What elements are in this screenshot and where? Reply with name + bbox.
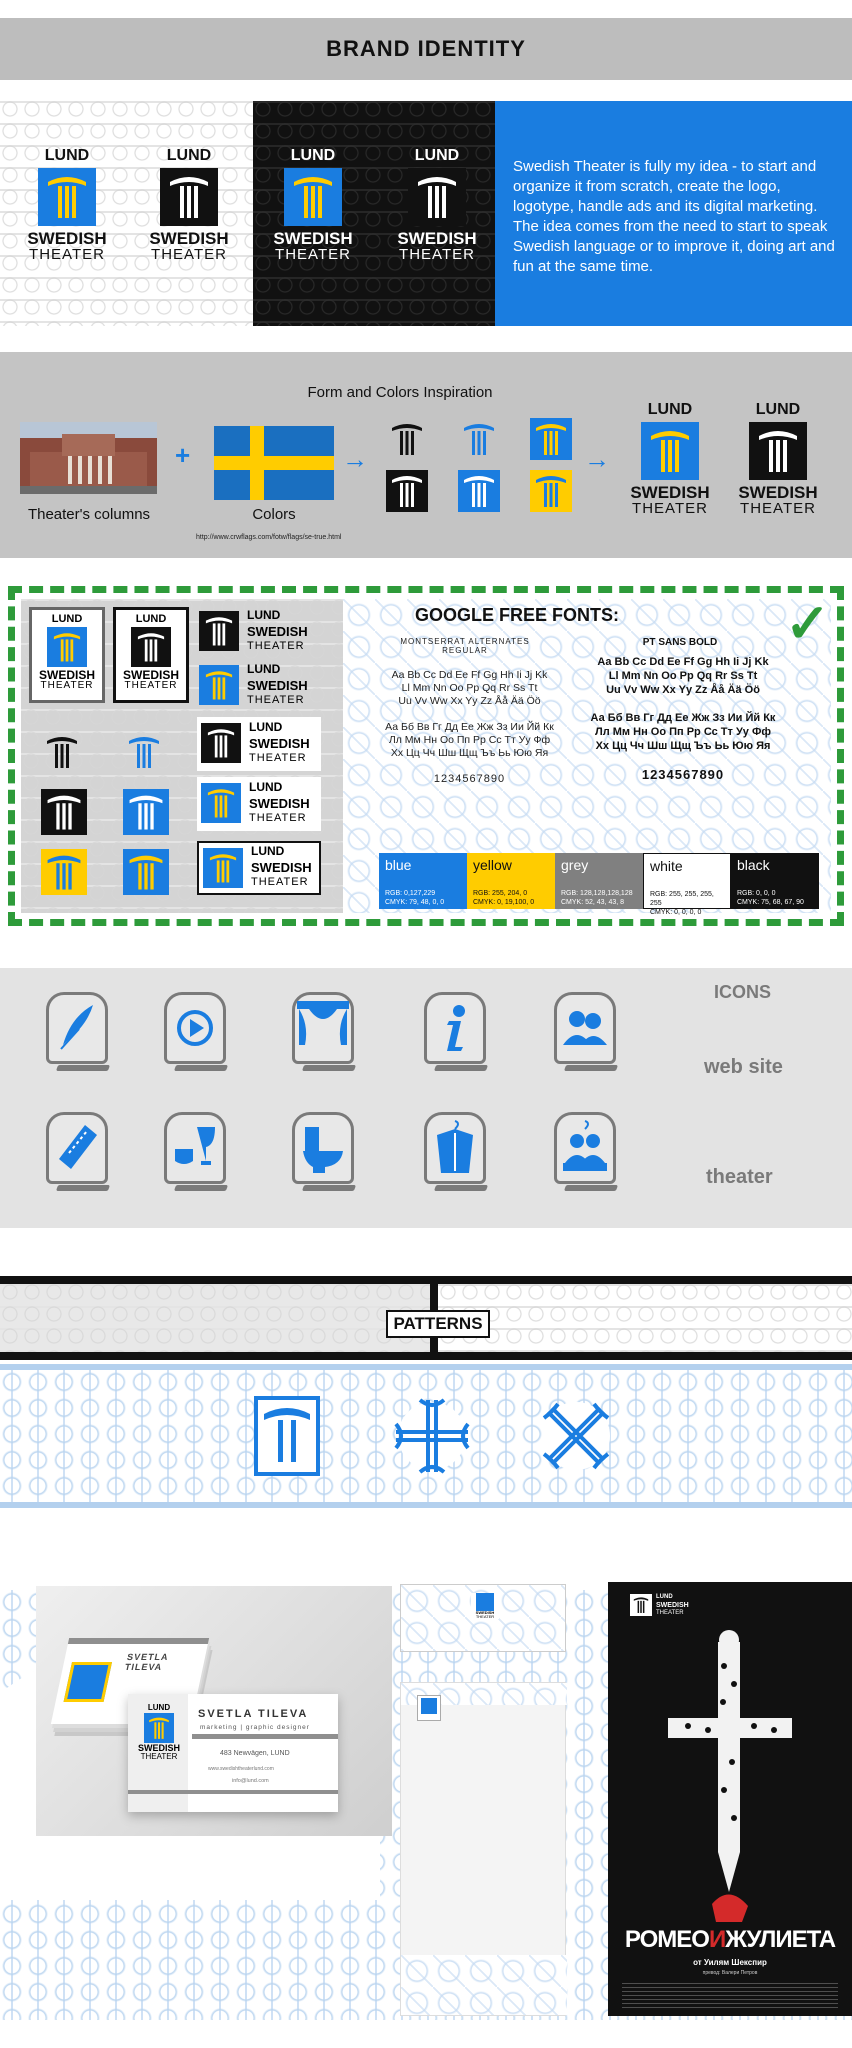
card-back-name: SVETLA TILEVA (123, 1652, 170, 1672)
logo-top-word: LUND (251, 844, 285, 858)
column-icon-yellow-on-blue (123, 849, 169, 895)
column-icon-blue-outline (458, 418, 500, 460)
logo-main-word: SWEDISH (137, 1743, 180, 1753)
icons-title: ICONS (714, 982, 772, 1002)
envelope (400, 1584, 566, 1652)
logo-main-word: SWEDISH (397, 229, 477, 248)
fonts-frame (8, 586, 844, 926)
card-role: marketing | graphic designer (200, 1724, 310, 1731)
font2-cyrillic: Аа Бб Вв Гг Дд Ее Жж Зз Ии Йй Кк Лл Мм Нн Оо Пп Рр Сс Тт Уу Фф Хх Цц Чч Шш Щщ Ъъ Ьь Юю Яя (590, 712, 776, 752)
card-logo (134, 1704, 184, 1761)
letterhead-mockup (398, 1584, 568, 2016)
icons-row2-label: theater (706, 1166, 773, 1188)
patterns-label-box (386, 1310, 490, 1338)
swatch-black (731, 853, 819, 909)
logo-sub-word: THEATER (251, 876, 309, 888)
column-icon-black-outline (41, 731, 83, 773)
column-mark-blue (421, 1698, 437, 1714)
column-icon-black-outline (386, 418, 428, 460)
ticket-icon[interactable] (46, 1112, 108, 1184)
reception-icon[interactable] (554, 1112, 616, 1184)
page-title: BRAND IDENTITY (326, 36, 526, 61)
letter-logo (417, 1695, 441, 1721)
logo-sub-word: THEATER (29, 246, 105, 263)
logo-sub-word: THEATER (249, 812, 307, 824)
logo-top-word: LUND (249, 780, 283, 794)
swedish-flag (214, 426, 334, 500)
logo-sub-word: THEATER (632, 500, 708, 517)
logo-main-word: SWEDISH (38, 668, 95, 682)
poster-credits: превод: Валери Петров (702, 1970, 758, 1976)
arrow-icon: → (584, 444, 610, 474)
column-mark-blue (284, 168, 342, 226)
horizontal-logo-black (199, 607, 319, 655)
toilet-icon[interactable] (292, 1112, 354, 1184)
source-url[interactable]: http://www.crwflags.com/fotw/flags/se-true.html (196, 534, 342, 541)
framed-logo-black (113, 607, 189, 703)
logo-main-word: SWEDISH (249, 796, 310, 811)
logo-blue-light (26, 148, 108, 262)
horizontal-logo-blue-boxed (197, 777, 321, 831)
play-icon[interactable] (164, 992, 226, 1064)
logo-top-word: LUND (249, 720, 283, 734)
column-icon-white-on-blue (123, 789, 169, 835)
x-pattern-tile (534, 1394, 618, 1478)
wardrobe-icon[interactable] (424, 1112, 486, 1184)
swatch-name: white (650, 858, 683, 874)
logo-main-word: SWEDISH (738, 483, 818, 502)
columns-label: Theater's columns (27, 506, 151, 523)
poster-title-right: ЖУЛИЕТА (725, 1926, 836, 1953)
color-palette (379, 853, 819, 917)
swatch-name: black (737, 857, 770, 873)
card-email[interactable]: info@lund.com (232, 1778, 269, 1784)
intro-text: Swedish Theater is fully my idea - to start and organize it from scratch, create the logo, logotype, handle ads and its digital marketing. The idea comes from the need to start to speak Swedish language or to improve it, doing art and fun at the same time. (513, 158, 835, 275)
logo-top-word: LUND (51, 613, 83, 625)
poster-logo (630, 1594, 730, 1622)
logo-main-word: SWEDISH (247, 678, 308, 693)
logo-white-dark (396, 148, 478, 262)
poster-author: от Уилям Шекспир (693, 1958, 767, 1967)
logo-top-word: LUND (647, 401, 693, 418)
colors-label: Colors (252, 506, 296, 523)
logo-main-word: SWEDISH (273, 229, 353, 248)
logo-sub-word: THEATER (124, 680, 178, 691)
logo-sub-word: THEATER (740, 500, 816, 517)
inspiration-panel (0, 352, 852, 558)
logo-top-word: LUND (135, 613, 167, 625)
column-mark-blue (144, 1713, 174, 1743)
logo-sub-word: THEATER (475, 1614, 495, 1619)
poster-title-left: РОМЕО (624, 1926, 709, 1953)
arrow-icon: → (342, 444, 368, 474)
final-logo-black (738, 402, 818, 516)
column-mark-blue (47, 627, 87, 667)
logo-sub-word: THEATER (151, 246, 227, 263)
intro-panel (495, 101, 852, 326)
logo-top-word: LUND (290, 147, 336, 164)
logo-sub-word: THEATER (399, 246, 475, 263)
logo-sub-word: THEATER (656, 1610, 684, 1616)
header-bar (0, 18, 852, 80)
column-icon-blue-outline (123, 731, 165, 773)
column-icon-white-on-black (41, 789, 87, 835)
logo-sub-word: THEATER (275, 246, 351, 263)
inspiration-title: Form and Colors Inspiration (307, 384, 493, 401)
column-mark-black (408, 168, 466, 226)
font2-latin: Aa Bb Cc Dd Ee Ff Gg Hh Ii Jj Kk Ll Mm Nn Oo Pp Qq Rr Ss Tt Uu Vv Ww Xx Yy Zz Åå Ää Öö (597, 656, 769, 696)
cross-pattern-tile (390, 1394, 474, 1478)
swatch-grey (555, 853, 643, 909)
logo-top-word: LUND (656, 1594, 673, 1600)
logo-top-word: LUND (44, 147, 90, 164)
logo-main-word: SWEDISH (27, 229, 107, 248)
column-icon-blue-on-yellow (530, 470, 572, 512)
logo-main-word: SWEDISH (251, 860, 312, 875)
logo-top-word: LUND (147, 1703, 171, 1712)
column-mark-black (749, 422, 807, 480)
column-pattern-tile (254, 1396, 320, 1476)
logo-top-word: LUND (755, 401, 801, 418)
swatch-values: RGB: 128,128,128,128 CMYK: 52, 43, 43, 8 (561, 890, 633, 907)
swatch-values: RGB: 255, 255, 255, 255 CMYK: 0, 0, 0, 0 (650, 891, 714, 917)
logo-main-word: SWEDISH (656, 1602, 689, 1609)
card-website[interactable]: www.swedishtheaterlund.com (208, 1766, 274, 1772)
column-icon-blue-on-yellow (41, 849, 87, 895)
logo-main-word: SWEDISH (149, 229, 229, 248)
column-mark-black (131, 627, 171, 667)
swatch-name: blue (385, 857, 412, 873)
final-logo-blue (630, 402, 710, 516)
logo-main-word: SWEDISH (475, 1610, 495, 1615)
patterns-title: PATTERNS (393, 1314, 483, 1333)
icons-row1-label: web site (704, 1056, 783, 1078)
swatch-yellow (467, 853, 555, 909)
envelope-logo (471, 1593, 499, 1619)
font1-numbers: 1234567890 (433, 773, 506, 785)
logo-main-word: SWEDISH (247, 624, 308, 639)
card-name: SVETLA TILEVA (198, 1708, 309, 1720)
font2-name: PT SANS BOLD (642, 637, 718, 648)
font1-cyrillic: Аа Бб Вв Гг Дд Ее Жж Зз Ии Йй Кк Лл Мм Нн Оо Пп Рр Сс Тт Уу Фф Хх Цц Чч Шш Щщ Ъъ Ьь Юю Яя (385, 721, 554, 759)
column-mark-black (160, 168, 218, 226)
theater-photo (20, 422, 157, 494)
logo-sub-word: THEATER (140, 1752, 178, 1761)
horizontal-logo-blue (199, 661, 319, 709)
logo-top-word: LUND (166, 147, 212, 164)
logo-sub-word: THEATER (249, 752, 307, 764)
patterns-section (0, 1276, 852, 1508)
font1-latin: Aa Bb Cc Dd Ee Ff Gg Hh Ii Jj Kk Ll Mm Nn Oo Pp Qq Rr Ss Tt Uu Vv Ww Xx Yy Zz Åå Ää Öö (391, 669, 548, 707)
column-mark-blue (38, 168, 96, 226)
logo-top-word: LUND (414, 147, 460, 164)
business-card-front (128, 1694, 338, 1812)
framed-logo-blue (29, 607, 105, 703)
horizontal-logo-black-boxed (197, 717, 321, 771)
people-icon[interactable] (554, 992, 616, 1064)
poster-sword-illustration (608, 1622, 852, 1952)
column-icon-yellow-on-blue (530, 418, 572, 460)
business-card-mockup (36, 1586, 392, 1836)
logo-black-light (148, 148, 230, 262)
logo-sub-word: THEATER (247, 694, 305, 706)
poster-title (608, 1926, 852, 1954)
column-icon-white-on-blue (458, 470, 500, 512)
fonts-title: GOOGLE FREE FONTS: (415, 605, 620, 625)
cafe-icon[interactable] (164, 1112, 226, 1184)
quill-icon[interactable] (46, 992, 108, 1064)
letter-paper (400, 1682, 566, 2016)
info-icon[interactable] (424, 992, 486, 1064)
poster-title-mid: И (708, 1926, 726, 1953)
poster-fine-print (622, 1980, 838, 2010)
curtain-icon[interactable] (292, 992, 354, 1064)
card-address: 483 Newvägen, LUND (220, 1750, 290, 1757)
column-icon-white-on-black (386, 470, 428, 512)
logo-blue-dark (272, 148, 354, 262)
horizontal-logo-blue-framed (197, 841, 321, 895)
icons-panel (0, 968, 852, 1228)
patterns-blue-band (0, 1364, 852, 1508)
poster-mockup (608, 1582, 852, 2016)
swatch-name: yellow (473, 857, 512, 873)
swatch-name: grey (561, 857, 589, 873)
swatch-values: RGB: 0,127,229 CMYK: 79, 48, 0, 0 (385, 890, 445, 907)
font2-numbers: 1234567890 (641, 767, 725, 782)
swatch-values: RGB: 255, 204, 0 CMYK: 0, 19,100, 0 (473, 890, 535, 907)
column-mark-blue (476, 1593, 494, 1611)
logo-sub-word: THEATER (247, 640, 305, 652)
plus-sign: + (175, 440, 191, 470)
swatch-white (643, 853, 731, 917)
logo-top-word: LUND (247, 662, 281, 676)
swatch-blue (379, 853, 467, 909)
logo-main-word: SWEDISH (122, 668, 179, 682)
column-mark-blue (641, 422, 699, 480)
logo-main-word: SWEDISH (249, 736, 310, 751)
logo-main-word: SWEDISH (630, 483, 710, 502)
logo-sub-word: THEATER (40, 680, 94, 691)
font1-name: MONTSERRAT ALTERNATES REGULAR (400, 637, 530, 655)
logo-top-word: LUND (247, 608, 281, 622)
checkmark-icon: ✓ (785, 594, 831, 654)
swatch-values: RGB: 0, 0, 0 CMYK: 75, 68, 67, 90 (737, 890, 804, 907)
